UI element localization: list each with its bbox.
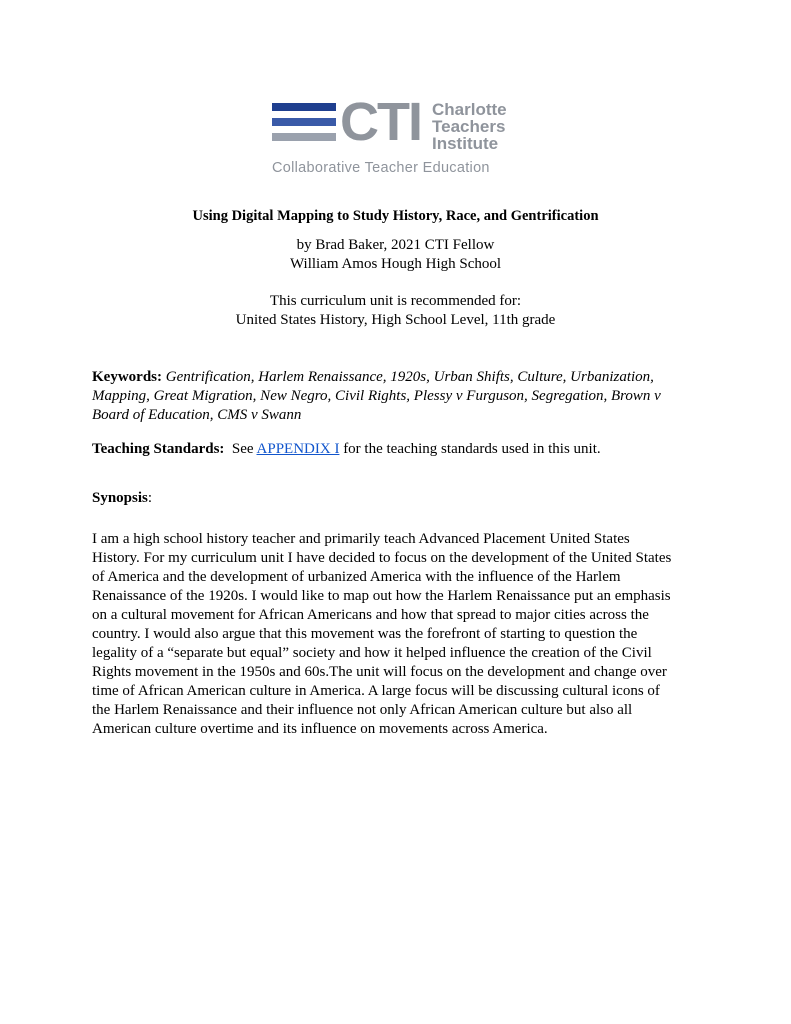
logo-name-line: Institute: [432, 134, 499, 153]
keywords-line: Mapping, Great Migration, New Negro, Civil Rights, Plessy v Furguson, Segregation, Brown v: [92, 387, 661, 404]
synopsis-line: I am a high school history teacher and primarily teach Advanced Placement United States: [92, 531, 630, 547]
logo-abbr: CTI: [340, 92, 421, 152]
synopsis-line: Renaissance of the 1920s. I would like to map out how the Harlem Renaissance put an emphasis: [92, 588, 671, 604]
synopsis-line: the Harlem Renaissance and their influence not only African American culture but also all: [92, 702, 633, 718]
keywords-line: Board of Education, CMS v Swann: [92, 406, 302, 423]
synopsis-line: legality of a “separate but equal” society and how it helped influence the creation of the Civil: [92, 645, 652, 661]
logo-bar-mid: [272, 118, 336, 126]
cti-logo: [272, 92, 532, 180]
synopsis-heading: Synopsis: [92, 490, 148, 506]
document-title: Using Digital Mapping to Study History, Race, and Gentrification: [192, 208, 599, 224]
teaching-standards: [92, 440, 707, 459]
logo-institute-name: [432, 101, 507, 152]
synopsis-line: Rights movement in the 1950s and 60s.The unit will focus on the development and change over: [92, 664, 667, 680]
school-name: William Amos Hough High School: [289, 256, 502, 272]
recommended-intro: This curriculum unit is recommended for:: [269, 293, 522, 309]
logo-name-line: Charlotte: [432, 100, 507, 119]
synopsis-line: American culture overtime and its influence on movements across America.: [92, 721, 548, 737]
synopsis-line: on a cultural movement for African Americans and how that spread to major cities across the: [92, 607, 649, 623]
appendix-link[interactable]: APPENDIX I: [256, 441, 340, 457]
logo-tagline: Collaborative Teacher Education: [272, 160, 490, 176]
recommended-for: United States History, High School Level, 11th grade: [235, 312, 556, 328]
standards-label: Teaching Standards:: [92, 441, 225, 457]
author-byline: by Brad Baker, 2021 CTI Fellow: [296, 237, 495, 253]
synopsis-line: History. For my curriculum unit I have decided to focus on the development of the United States: [92, 550, 672, 566]
synopsis-line: time of African American culture in America. A large focus will be discussing cultural icons of: [92, 683, 660, 699]
standards-post-text: for the teaching standards used in this unit.: [343, 441, 601, 457]
keywords-label: Keywords:: [92, 369, 162, 385]
synopsis-body: [92, 530, 712, 739]
keywords-section: [92, 368, 707, 424]
standards-pre-text: See: [231, 441, 254, 457]
logo-name-line: Teachers: [432, 117, 506, 136]
synopsis-line: country. I would also argue that this movement was the forefront of starting to question the: [92, 626, 638, 642]
keywords-line: Gentrification, Harlem Renaissance, 1920s, Urban Shifts, Culture, Urbanization,: [165, 369, 654, 385]
synopsis-line: of America and the development of urbanized America with the influence of the Harlem: [92, 569, 621, 585]
logo-bar-gray: [272, 133, 336, 141]
logo-bar-dark: [272, 103, 336, 111]
synopsis-heading-row: Synopsis:: [92, 490, 153, 506]
